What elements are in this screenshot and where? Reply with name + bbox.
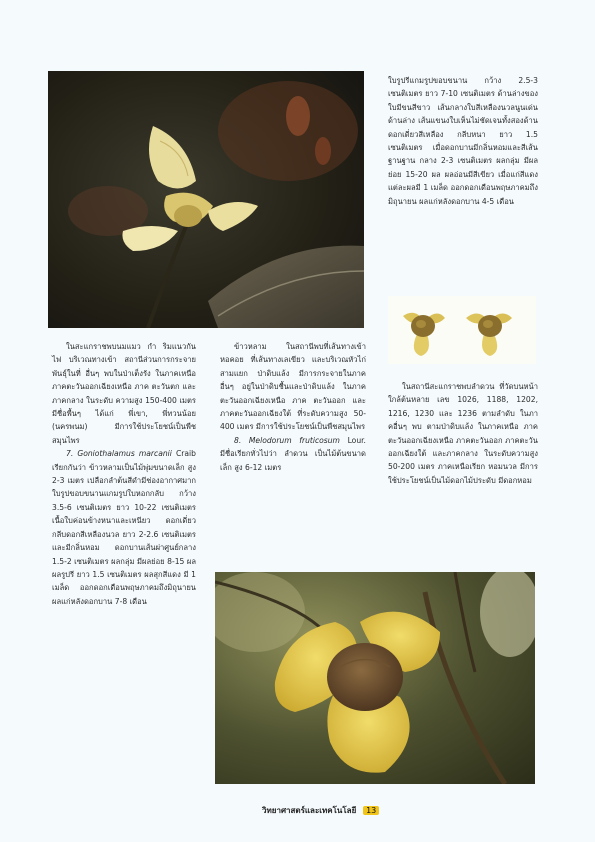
page-footer [262,804,379,817]
paragraph: ข้าวหลาม ในสถานีพบที่เส้นทางเข้าหอคอย ที่เส้นทางเลเขียว และบริเวณหัวไก่สามแยก ป่าดิบแล้ง มีการกระจายในภาค อื่นๆ อยู่ในป่าดิบชื้นและป่าดิบแล้ง ในภาคตะวันออกเฉียงเหนือ ภาค ตะวันออก และภาคตะวันออกเฉียงใต้ ที่ระดับความสูง 50-400 เมตร มีการใช้ประโยชน์เป็นพืชสมุนไพร [220,342,366,432]
text-column-right-top [388,74,538,286]
journal-title: วิทยาศาสตร์และเทคโนโลยี [262,806,357,815]
paragraph: ในสะแกราชพบนมแมว กำ ริมแนวกันไฟ บริเวณทางเข้า สถานีส่วนการกระจายพันธุ์ในที่ อื่นๆ พบในป่าเต็งรัง ในภาคเหนือ ภาคตะวันออกเฉียงเหนือ ภาค ตะวันตก และภาคกลาง ในระดับ ความสูง 150-400 เมตร มีชื่อพื้นๆ ได้แก่ พี่เขา, พี่ทวนน้อย (นครพนม) มีการใช้ประโยชน์เป็นพืชสมุนไพร [52,342,196,445]
paragraph [52,447,196,608]
scientific-name: 7. Goniothalamus marcanii [66,449,172,459]
flower-pair-illustration [388,296,536,364]
text-column-right-bottom [388,380,538,564]
text-column-middle [220,340,366,560]
flower-illustration-bottom [215,572,535,784]
paragraph-text: Craib เรียกกันว่า ข้าวหลามเป็นไม้พุ่มขนาดเล็ก สูง 2-3 เมตร เปลือกลำต้นสีดำมีช่องอากาศมาก ใบรูปขอบขนานแกมรูปใบหอกกลับ กว้าง 3.5-6 เซนติเมตร ยาว 10-22 เซนติเมตร เนื้อใบค่อนข้างหนาและเหนียว ดอกเดี่ยว กลีบดอกสีเหลืองนวล ยาว 2-2.6 เซนติเมตรและมีกลิ่นหอม ดอกบานเส้นผ่าศูนย์กลาง 1.5-2 เซนติเมตร ผลกลุ่ม มีผลย่อย 8-15 ผล ผลรูปรี ยาว 1.5 เซนติเมตร ผลสุกสีแดง มี 1 เมล็ด ออกดอกเดือนพฤษภาคมถึงมิถุนายน ผลแก่หลังดอกบาน 7-8 เดือน [52,449,196,606]
scientific-name: 8. Melodorum fruticosum [234,435,340,445]
flower-photo-top [48,71,364,328]
paragraph [220,434,366,474]
flower-photo-bottom [215,572,535,784]
paragraph: ในสถานีสะแกราชพบลำดวน ที่วัดบนหน้าใกล้ต้นหลาย เลข 1026, 1188, 1202, 1216, 1230 และ 1236 ตามลำดับ ในภาคอื่นๆ พบ ตามป่าดิบแล้ง ในภาคเหนือ ภาค ตะวันออกเฉียงเหนือ ภาคตะวันออก ภาคตะวันออกเฉียงใต้ และภาคกลาง ในระดับความสูง 50-200 เมตร ภาคเหนือเรียก หอมนวล มีการใช้ประโยชน์เป็นไม้ดอกไม้ประดับ มีดอกหอม [388,382,538,485]
flower-illustration-top [48,71,364,328]
flower-photo-small [388,296,536,364]
text-column-left [52,340,196,756]
paragraph: ใบรูปรีแกมรูปขอบขนาน กว้าง 2.5-3 เซนติเมตร ยาว 7-10 เซนติเมตร ด้านล่างของใบมีขนสีขาว เส้นกลางใบสีเหลืองนวลนูนเด่นด้านล่าง เส้นแขนงใบเห็นไม่ชัดเจนทั้งสองด้าน ดอกเดี่ยวสีเหลือง กลีบหนา ยาว 1.5 เซนติเมตร เมื่อดอกบานมีกลิ่นหอมและสีเส้นฐานฐาน กลาง 2-3 เซนติเมตร ผลกลุ่ม มีผลย่อย 15-20 ผล ผลอ่อนมีสีเขียว เมื่อแก่สีแดง แต่ละผลมี 1 เมล็ด ออกดอกเดือนพฤษภาคมถึงมิถุนายน ผลแก่หลังดอกบาน 4-5 เดือน [388,76,538,206]
paragraph-text: Lour. มีชื่อเรียกทั่วไปว่า ลำดวน เป็นไม้ต้นขนาดเล็ก สูง 6-12 เมตร [220,435,366,472]
page-number: 13 [363,806,379,815]
